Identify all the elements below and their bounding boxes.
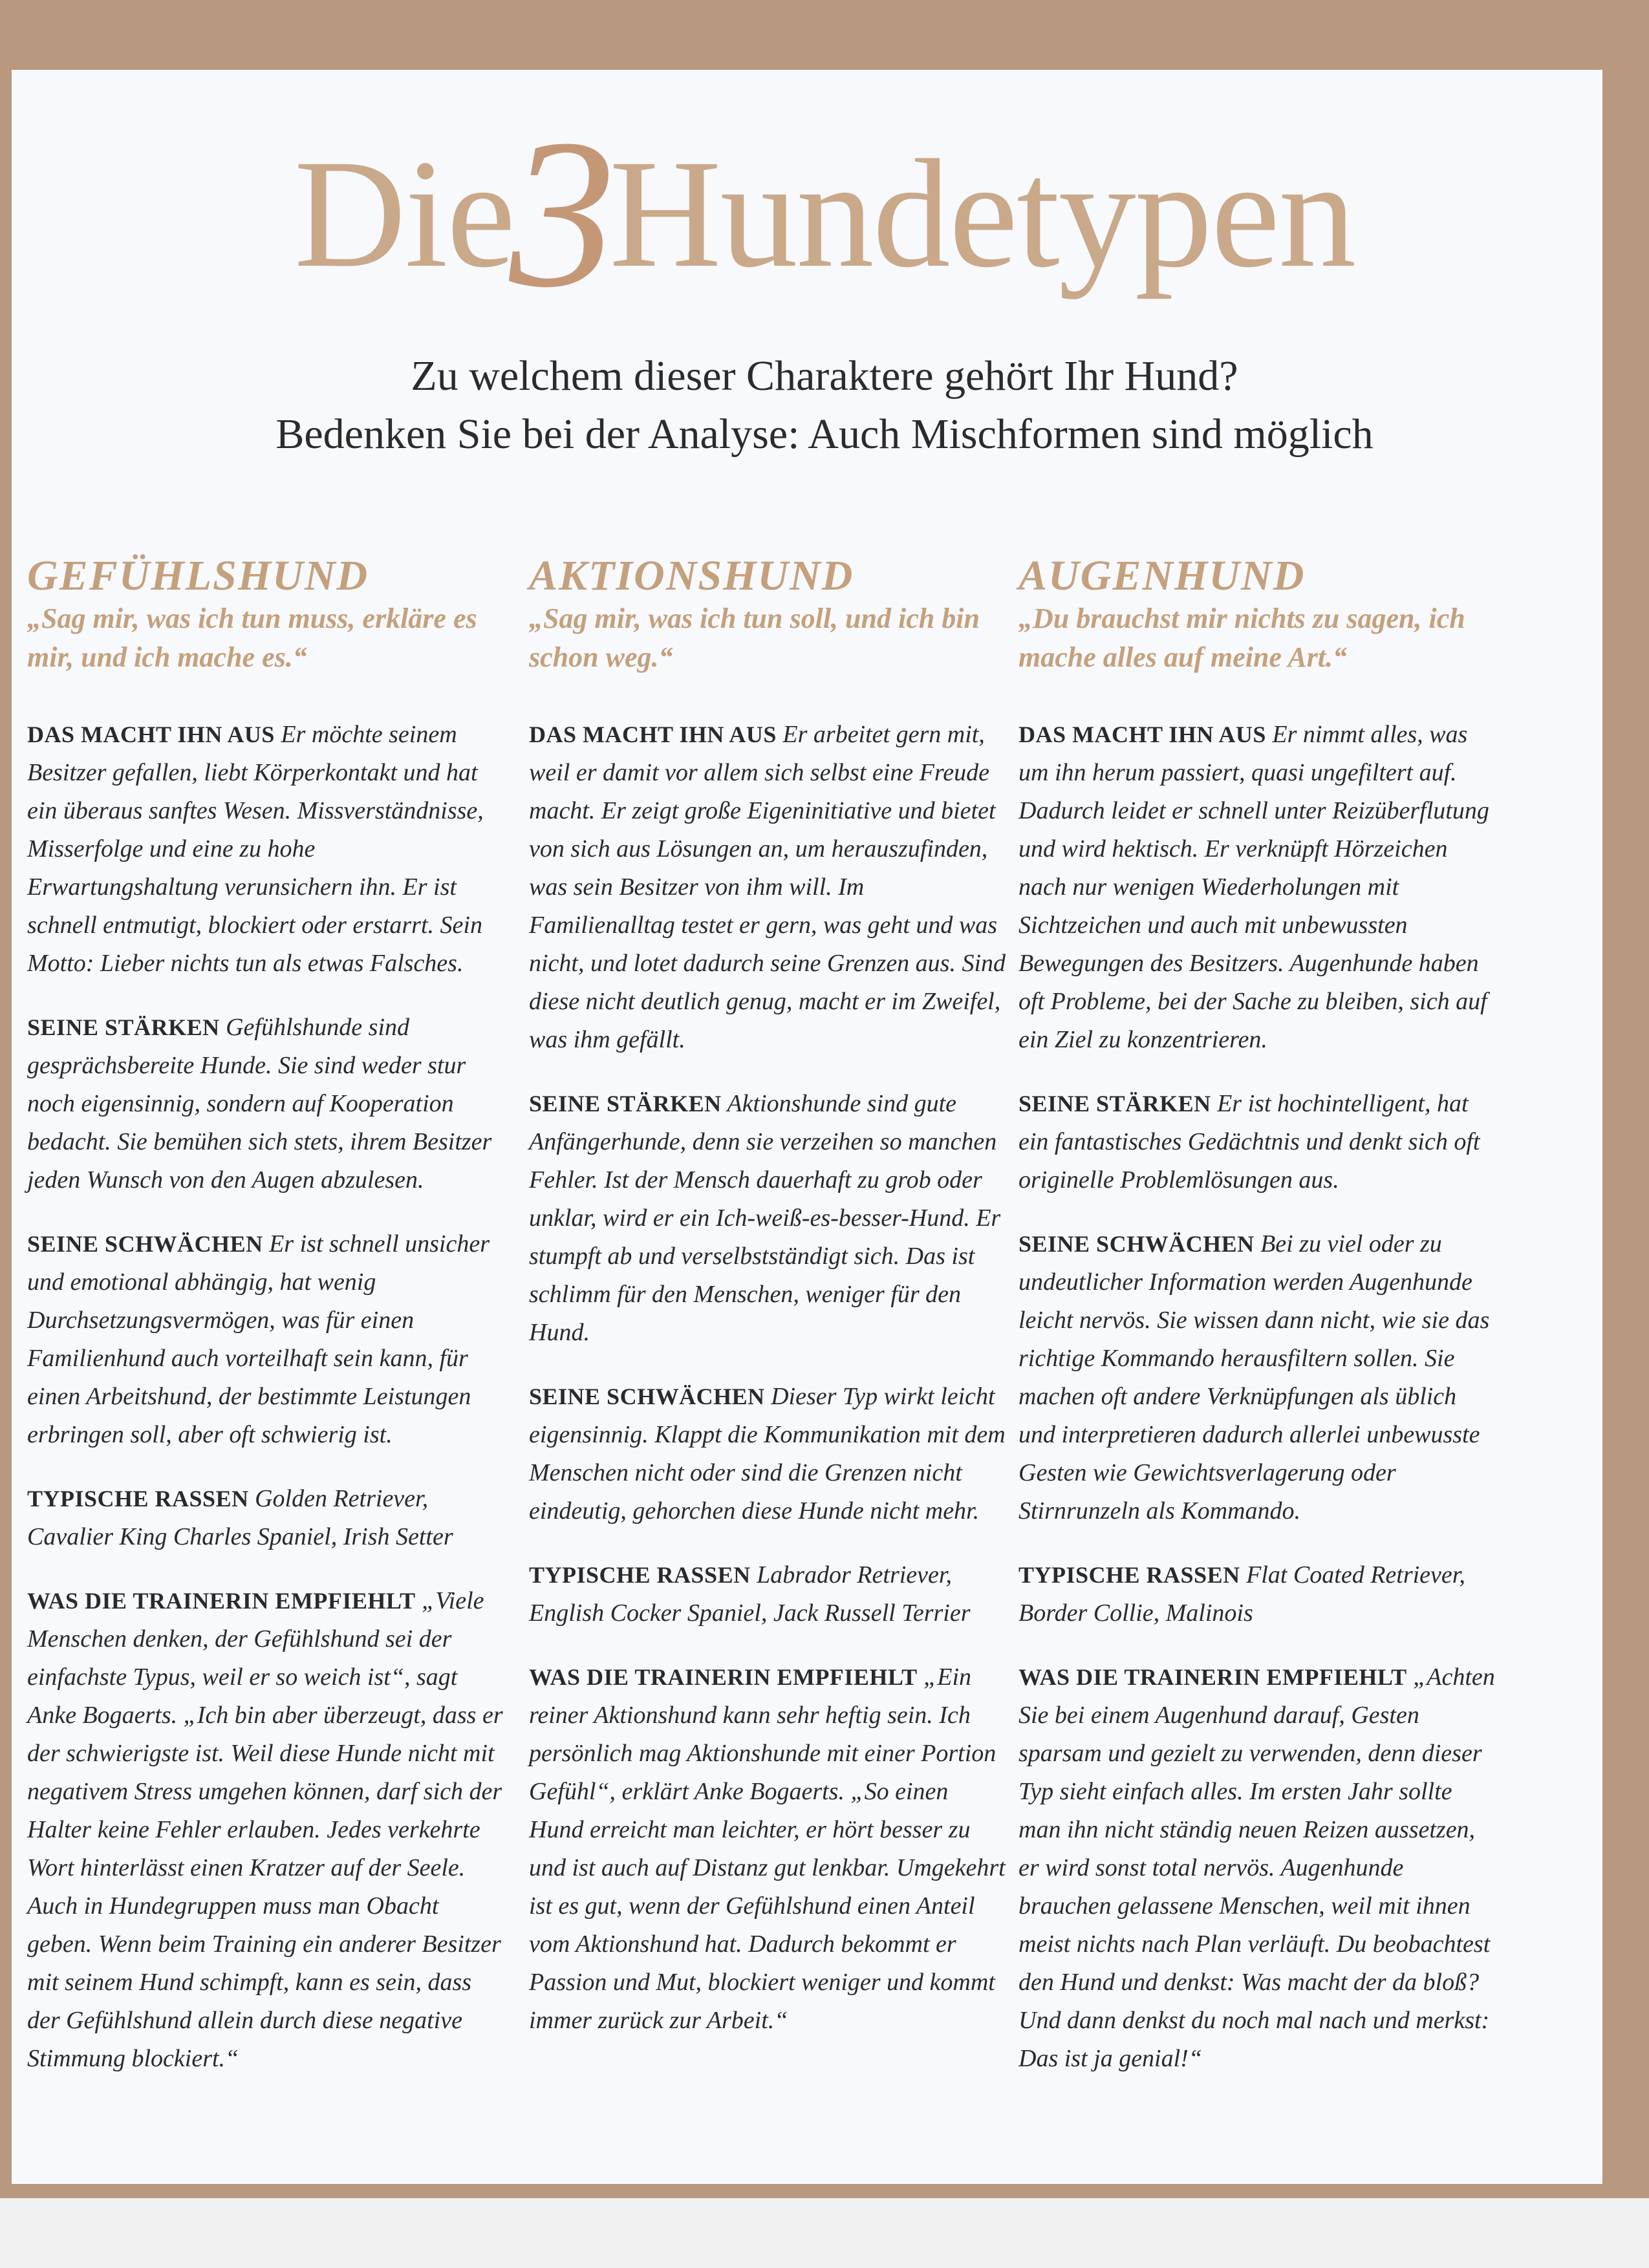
section-label: DAS MACHT IHN AUS	[1018, 722, 1266, 747]
section-text: Flat Coated Retriever, Border Collie, Malinois	[1018, 1561, 1465, 1627]
column-aktionshund	[529, 553, 1008, 2066]
page-title	[0, 96, 1649, 349]
title-before: Die	[294, 127, 515, 299]
section-label: DAS MACHT IHN AUS	[529, 722, 777, 747]
section-label: WAS DIE TRAINERIN EMPFIEHLT	[1018, 1664, 1407, 1690]
section-label: SEINE STÄRKEN	[529, 1091, 722, 1117]
section-text: Er ist hochintelligent, hat ein fantastisches Gedächtnis und denkt sich oft originelle Problemlösungen aus.	[1018, 1090, 1480, 1193]
section-seine-staerken	[27, 1009, 506, 1199]
section-text: „Viele Menschen denken, der Gefühlshund sei der einfachste Typus, weil er so weich ist“, sagt Anke Bogaerts. „Ich bin aber überzeugt, dass er der schwierigste ist. Weil diese Hunde nicht mit negativem Stress umgehen können, darf sich der Halter keine Fehler erlauben. Jedes verkehrte Wort hinterlässt einen Kratzer auf der Seele. Auch in Hundegruppen muss man Obacht geben. Wenn beim Training ein anderer Besitzer mit seinem Hund schimpft, kann es sein, dass der Gefühlshund allein durch diese negative Stimmung blockiert.“	[27, 1587, 503, 2072]
section-label: SEINE STÄRKEN	[27, 1014, 220, 1040]
title-after: Hundetypen	[609, 127, 1355, 299]
column-quote: „Du brauchst mir nichts zu sagen, ich mache alles auf meine Art.“	[1018, 603, 1465, 673]
column-quote: „Sag mir, was ich tun soll, und ich bin schon weg.“	[529, 603, 980, 673]
section-seine-staerken	[1018, 1085, 1497, 1199]
section-das-macht-ihn-aus	[529, 716, 1008, 1059]
section-text: Dieser Typ wirkt leicht eigensinnig. Klappt die Kommunikation mit dem Menschen nicht oder sind die Grenzen nicht eindeutig, gehorchen diese Hunde nicht mehr.	[529, 1383, 1006, 1524]
section-text: Aktionshunde sind gute Anfängerhunde, denn sie verzeihen so manchen Fehler. Ist der Mensch dauerhaft zu grob oder unklar, wird er ein Ich-weiß-es-besser-Hund. Er stumpft ab und verselbstständigt sich. Das ist schlimm für den Menschen, weniger für den Hund.	[529, 1090, 1001, 1346]
subtitle-line-2: Bedenken Sie bei der Analyse: Auch Mischformen sind möglich	[275, 411, 1374, 458]
subtitle-line-1: Zu welchem dieser Charaktere gehört Ihr Hund?	[411, 352, 1238, 400]
section-typische-rassen	[529, 1556, 1008, 1632]
section-label: SEINE SCHWÄCHEN	[529, 1384, 765, 1409]
section-label: WAS DIE TRAINERIN EMPFIEHLT	[27, 1588, 416, 1614]
section-trainerin-empfiehlt	[27, 1582, 506, 2078]
section-text: Bei zu viel oder zu undeutlicher Information werden Augenhunde leicht nervös. Sie wissen dann nicht, wie sie das richtige Kommando herausfiltern sollen. Sie machen oft andere Verknüpfungen als üblich und interpretieren dadurch allerlei unbewusste Gesten wie Gewichtsverlagerung oder Stirnrunzeln als Kommando.	[1018, 1230, 1490, 1524]
section-text: Er ist schnell unsicher und emotional abhängig, hat wenig Durchsetzungsvermögen, was für einen Familienhund auch vorteilhaft sein kann, für einen Arbeitshund, der bestimmte Leistungen erbringen soll, aber oft schwierig ist.	[27, 1230, 490, 1448]
section-seine-schwaechen	[1018, 1225, 1497, 1530]
column-augenhund	[1018, 553, 1497, 2104]
column-quote: „Sag mir, was ich tun muss, erkläre es mir, und ich mache es.“	[27, 603, 477, 673]
column-heading: AKTIONSHUND	[529, 552, 854, 599]
section-text: „Ein reiner Aktionshund kann sehr heftig sein. Ich persönlich mag Aktionshunde mit einer Portion Gefühl“, erklärt Anke Bogaerts. „So einen Hund erreicht man leichter, er hört besser zu und ist auch auf Distanz gut lenkbar. Umgekehrt ist es gut, wenn der Gefühlshund einen Anteil vom Aktionshund hat. Dadurch bekommt er Passion und Mut, blockiert weniger und kommt immer zurück zur Arbeit.“	[529, 1664, 1006, 2034]
section-seine-schwaechen	[27, 1225, 506, 1454]
section-text: Golden Retriever, Cavalier King Charles Spaniel, Irish Setter	[27, 1485, 453, 1550]
section-seine-schwaechen	[529, 1378, 1008, 1530]
section-text: Gefühlshunde sind gesprächsbereite Hunde. Sie sind weder stur noch eigensinnig, sondern auf Kooperation bedacht. Sie bemühen sich stets, ihrem Besitzer jeden Wunsch von den Augen abzulesen.	[27, 1014, 492, 1193]
section-text: „Achten Sie bei einem Augenhund darauf, Gesten sparsam und gezielt zu verwenden, denn dieser Typ sieht einfach alles. Im ersten Jahr sollte man ihn nicht ständig neuen Reizen aussetzen, er wird sonst total nervös. Augenhunde brauchen gelassene Menschen, weil mit ihnen meist nichts nach Plan verläuft. Du beobachtest den Hund und denkst: Was macht der da bloß? Und dann denkst du noch mal nach und merkst: Das ist ja genial!“	[1018, 1664, 1495, 2072]
column-heading: AUGENHUND	[1018, 552, 1306, 599]
section-das-macht-ihn-aus	[1018, 716, 1497, 1059]
title-number: 3	[509, 96, 615, 332]
column-gefuehlshund	[27, 553, 506, 2104]
section-trainerin-empfiehlt	[529, 1658, 1008, 2040]
section-label: SEINE SCHWÄCHEN	[1018, 1231, 1255, 1257]
section-label: TYPISCHE RASSEN	[529, 1562, 751, 1588]
section-seine-staerken	[529, 1085, 1008, 1352]
bottom-strip	[0, 2198, 1649, 2268]
section-text: Er nimmt alles, was um ihn herum passiert, quasi ungefiltert auf. Dadurch leidet er schnell unter Reizüberflutung und wird hektisch. Er verknüpft Hörzeichen nach nur wenigen Wiederholungen mit Sichtzeichen und auch mit unbewussten Bewegungen des Besitzers. Augenhunde haben oft Probleme, bei der Sache zu bleiben, sich auf ein Ziel zu konzentrieren.	[1018, 721, 1489, 1053]
section-label: SEINE SCHWÄCHEN	[27, 1231, 263, 1257]
section-label: TYPISCHE RASSEN	[27, 1486, 249, 1512]
section-trainerin-empfiehlt	[1018, 1658, 1497, 2078]
section-typische-rassen	[1018, 1556, 1497, 1632]
section-typische-rassen	[27, 1480, 506, 1556]
section-text: Er möchte seinem Besitzer gefallen, liebt Körperkontakt und hat ein überaus sanftes Wesen. Missverständnisse, Misserfolge und eine zu hohe Erwartungshaltung verunsichern ihn. Er ist schnell entmutigt, blockiert oder erstarrt. Sein Motto: Lieber nichts tun als etwas Falsches.	[27, 721, 484, 977]
section-label: TYPISCHE RASSEN	[1018, 1562, 1240, 1588]
section-label: WAS DIE TRAINERIN EMPFIEHLT	[529, 1664, 918, 1690]
section-text: Labrador Retriever, English Cocker Spaniel, Jack Russell Terrier	[529, 1561, 971, 1627]
section-label: DAS MACHT IHN AUS	[27, 722, 275, 747]
section-das-macht-ihn-aus	[27, 716, 506, 983]
section-label: SEINE STÄRKEN	[1018, 1091, 1211, 1117]
section-text: Er arbeitet gern mit, weil er damit vor allem sich selbst eine Freude macht. Er zeigt große Eigeninitiative und bietet von sich aus Lösungen an, um herauszufinden, was sein Besitzer von ihm will. Im Familienalltag testet er gern, was geht und was nicht, und lotet dadurch seine Grenzen aus. Sind diese nicht deutlich genug, macht er im Zweifel, was ihm gefällt.	[529, 721, 1006, 1053]
column-heading: GEFÜHLSHUND	[27, 552, 369, 599]
